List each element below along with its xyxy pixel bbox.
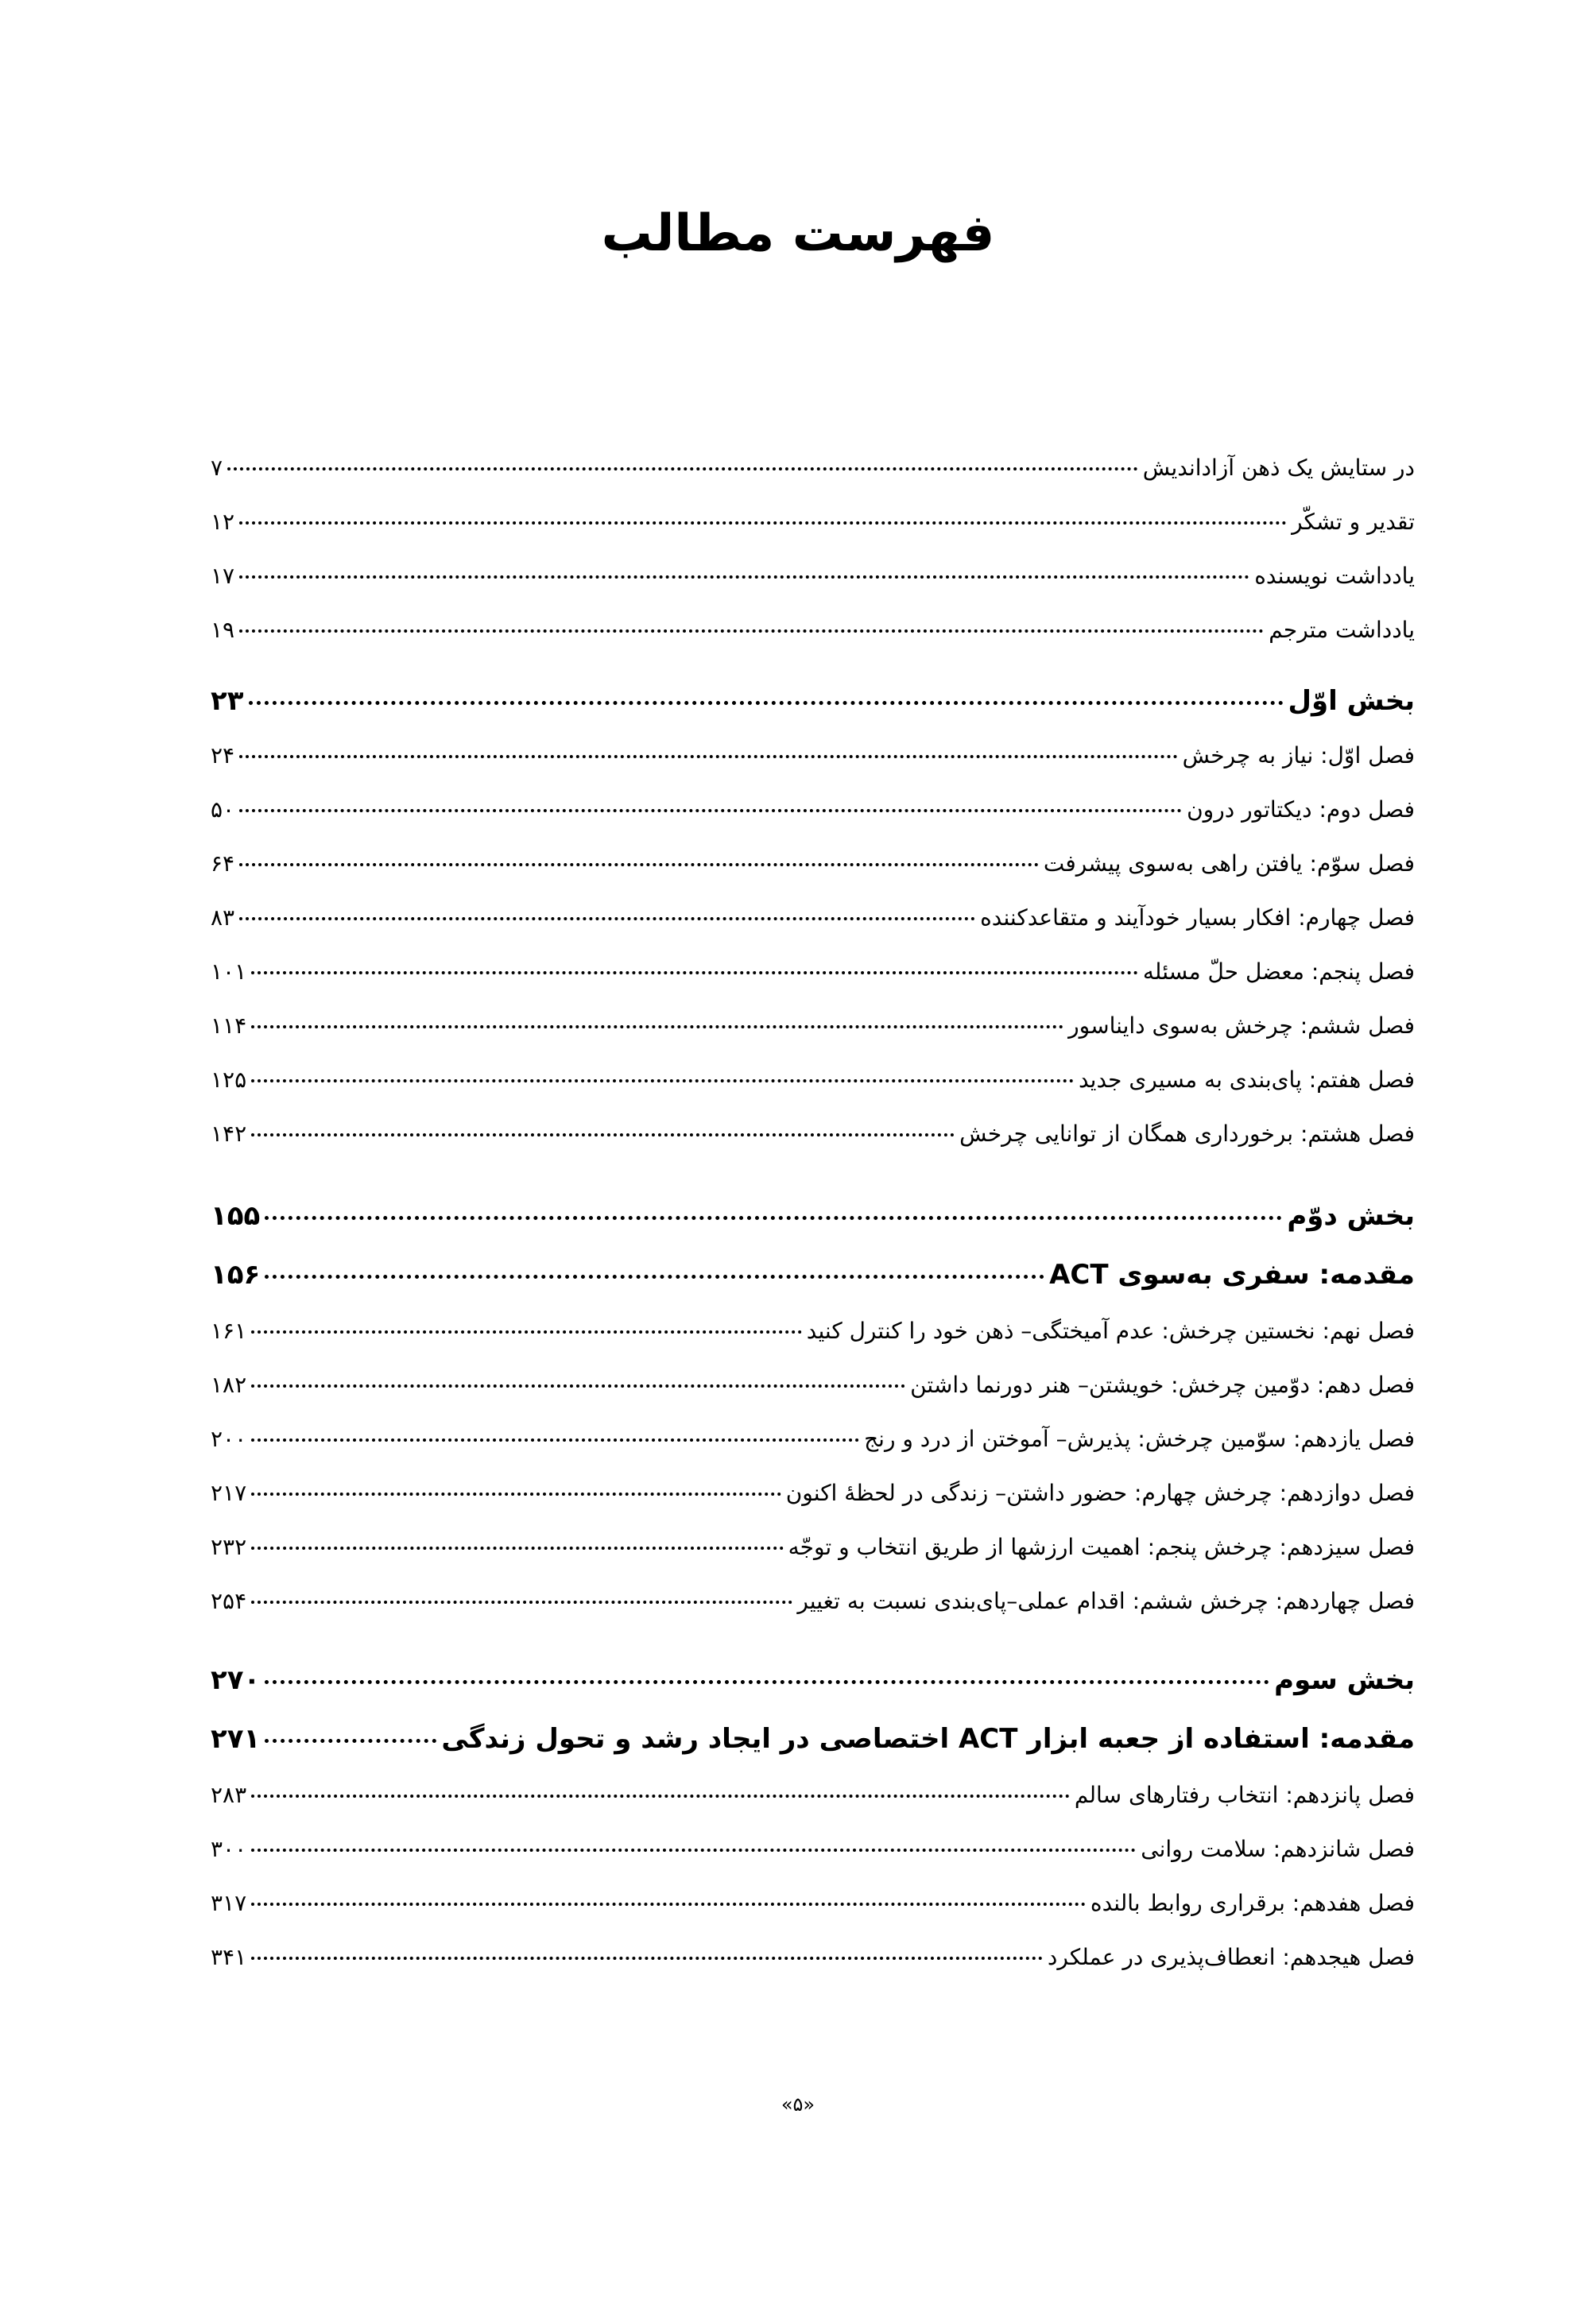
toc-entry-title: فصل ششم: چرخش به‌سوی دایناسور [1068, 1013, 1415, 1039]
toc-entry [211, 1426, 1415, 1452]
toc-entry [211, 1318, 1415, 1344]
toc-entry [211, 1534, 1415, 1560]
toc-entry-title: فصل هفدهم: برقراری روابط بالنده [1090, 1890, 1415, 1916]
dot-leader [251, 1795, 1070, 1798]
toc-entry [211, 1890, 1415, 1916]
toc-entry-page-number: ۲۴ [211, 742, 235, 769]
toc-entry-page-number: ۲۰۰ [211, 1426, 247, 1452]
toc-entry [211, 904, 1415, 931]
toc-entry-title: فصل هیجدهم: انعطاف‌پذیری در عملکرد [1047, 1944, 1415, 1970]
dot-leader [251, 1493, 781, 1496]
dot-leader [265, 1216, 1282, 1220]
toc-entry-page-number: ۲۳۲ [211, 1534, 247, 1560]
toc-entry [211, 455, 1415, 481]
toc-entry-title: فصل سوّم: یافتن راهی به‌سوی پیشرفت [1043, 850, 1415, 877]
toc-entry-page-number: ۲۱۷ [211, 1480, 247, 1506]
toc-entry-title: فصل یازدهم: سوّمین چرخش: پذیرش– آموختن از درد و رنج [864, 1426, 1415, 1452]
toc-entry [211, 796, 1415, 823]
toc-entry-page-number: ۲۳ [211, 685, 244, 717]
dot-leader [251, 1849, 1136, 1852]
toc-entry-page-number: ۸۳ [211, 904, 235, 931]
toc-entry-title: بخش دوّم [1287, 1200, 1415, 1232]
toc-entry-page-number: ۱۲۵ [211, 1067, 247, 1093]
toc-entry-page-number: ۳۰۰ [211, 1836, 247, 1862]
toc-entry [211, 563, 1415, 589]
toc-entry-title: فصل دهم: دوّمین چرخش: خویشتن– هنر دورنما داشتن [910, 1372, 1415, 1398]
toc-entry-title: یادداشت نویسنده [1254, 563, 1415, 589]
toc-entry-title: در ستایش یک ذهن آزاداندیش [1142, 455, 1415, 481]
toc-entry [211, 1372, 1415, 1398]
dot-leader [239, 755, 1178, 758]
dot-leader [249, 701, 1284, 705]
toc-entry-title: فصل پنجم: معضل حلّ مسئله [1142, 958, 1415, 985]
toc-entry-page-number: ۲۵۴ [211, 1588, 247, 1614]
dot-leader [251, 1438, 859, 1442]
dot-leader [265, 1739, 436, 1743]
toc-entry-page-number: ۵۰ [211, 796, 235, 823]
dot-leader [227, 467, 1138, 470]
dot-leader [239, 917, 975, 920]
toc-entry-title: مقدمه: سفری به‌سوی ACT [1049, 1259, 1415, 1291]
toc-entry-page-number: ۲۷۱ [211, 1723, 261, 1755]
dot-leader [251, 1547, 784, 1550]
toc-entry-page-number: ۱۰۱ [211, 958, 247, 985]
toc-entry [211, 1588, 1415, 1614]
toc-entry [211, 1944, 1415, 1970]
toc-entry [211, 958, 1415, 985]
toc-entry [211, 1782, 1415, 1808]
dot-leader [251, 971, 1138, 974]
dot-leader [251, 1133, 955, 1136]
toc-entry-title: فصل هفتم: پای‌بندی به مسیری جدید [1078, 1067, 1415, 1093]
toc-entry [211, 1664, 1415, 1696]
toc-entry-page-number: ۱۷ [211, 563, 235, 589]
dot-leader [251, 1079, 1074, 1082]
toc-entry-page-number: ۷ [211, 455, 223, 481]
toc-entry-title: مقدمه: استفاده از جعبه ابزار ACT اختصاصی در ایجاد رشد و تحول زندگی [441, 1723, 1415, 1755]
dot-leader [239, 521, 1287, 525]
toc-entry-title: فصل اوّل: نیاز به چرخش [1182, 742, 1415, 769]
dot-leader [239, 863, 1039, 866]
toc-entry [211, 742, 1415, 769]
toc-entry-title: بخش اوّل [1288, 685, 1415, 717]
dot-leader [265, 1680, 1269, 1684]
toc-entry-title: فصل سیزدهم: چرخش پنجم: اهمیت ارزشها از طریق انتخاب و توجّه [788, 1534, 1415, 1560]
toc-entry-title: فصل چهارم: افکار بسیار خودآیند و متقاعدکننده [980, 904, 1415, 931]
dot-leader [239, 629, 1264, 633]
toc-entry-title: فصل دوم: دیکتاتور درون [1187, 796, 1415, 823]
toc-entry [211, 1067, 1415, 1093]
dot-leader [251, 1903, 1086, 1906]
toc-entry [211, 1200, 1415, 1232]
toc-entry [211, 850, 1415, 877]
toc-entry-title: فصل هشتم: برخورداری همگان از توانایی چرخش [959, 1121, 1415, 1147]
toc-entry-page-number: ۳۴۱ [211, 1944, 247, 1970]
toc-entry-title: بخش سوم [1274, 1664, 1415, 1696]
toc-entry-page-number: ۲۷۰ [211, 1664, 261, 1696]
dot-leader [239, 575, 1249, 579]
page-number: «۵» [781, 2093, 815, 2116]
toc-entry-page-number: ۳۱۷ [211, 1890, 247, 1916]
toc-entry-page-number: ۱۲ [211, 509, 235, 535]
toc-entry-title: فصل دوازدهم: چرخش چهارم: حضور داشتن– زندگی در لحظهٔ اکنون [785, 1480, 1415, 1506]
dot-leader [239, 809, 1182, 812]
toc-entry [211, 617, 1415, 643]
toc-entry-title: تقدیر و تشکّر [1292, 509, 1415, 535]
toc-entry-title: فصل نهم: نخستین چرخش: عدم آمیختگی– ذهن خود را کنترل کنید [806, 1318, 1415, 1344]
toc-entry [211, 1723, 1415, 1755]
toc-entry-page-number: ۶۴ [211, 850, 235, 877]
toc-entry-title: یادداشت مترجم [1269, 617, 1415, 643]
toc-entry-page-number: ۱۱۴ [211, 1013, 247, 1039]
toc-entry [211, 1480, 1415, 1506]
toc-entry [211, 685, 1415, 717]
dot-leader [251, 1384, 905, 1388]
toc-entry-title: فصل چهاردهم: چرخش ششم: اقدام عملی–پای‌بندی نسبت به تغییر [797, 1588, 1415, 1614]
toc-entry [211, 1013, 1415, 1039]
toc-entry-page-number: ۱۸۲ [211, 1372, 247, 1398]
toc-entry [211, 509, 1415, 535]
toc-entry-page-number: ۱۹ [211, 617, 235, 643]
toc-entry-page-number: ۱۶۱ [211, 1318, 247, 1344]
toc-entry-title: فصل شانزدهم: سلامت روانی [1141, 1836, 1415, 1862]
toc-entry-page-number: ۲۸۳ [211, 1782, 247, 1808]
toc-entry [211, 1259, 1415, 1291]
dot-leader [251, 1957, 1043, 1960]
toc-entry [211, 1836, 1415, 1862]
page-title: فهرست مطالب [601, 204, 995, 263]
toc-entry-title: فصل پانزدهم: انتخاب رفتارهای سالم [1074, 1782, 1415, 1808]
dot-leader [251, 1025, 1063, 1028]
toc-entry-page-number: ۱۴۲ [211, 1121, 247, 1147]
dot-leader [265, 1275, 1044, 1279]
toc-entry-page-number: ۱۵۵ [211, 1200, 261, 1232]
dot-leader [251, 1330, 802, 1334]
toc-entry-page-number: ۱۵۶ [211, 1259, 261, 1291]
toc-entry [211, 1121, 1415, 1147]
dot-leader [251, 1601, 792, 1604]
